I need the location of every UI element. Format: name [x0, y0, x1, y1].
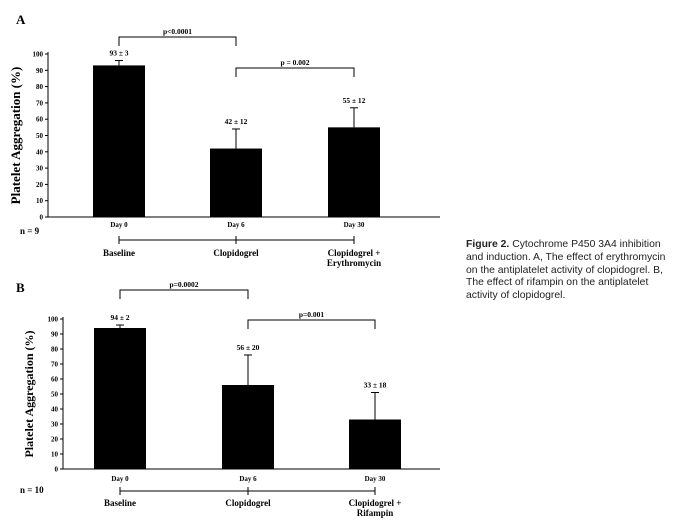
bar-day-30 — [328, 127, 380, 217]
y-tick-label: 0 — [54, 465, 58, 474]
data-label: 93 ± 3 — [109, 48, 129, 58]
caption-title: Figure 2. — [466, 239, 510, 250]
p-value-label: p<0.0001 — [162, 27, 193, 36]
y-tick-label: 40 — [36, 148, 43, 157]
bar-day-0 — [94, 328, 146, 469]
y-tick-label: 70 — [51, 360, 58, 369]
comparison-bracket — [236, 68, 354, 77]
caption-text: Cytochrome P450 3A4 inhibition and induction. A, The effect of erythromycin on the antiplatelet activity of clopidogrel. B, The effect of rifampin on the antiplatelet activity of clopidogrel. — [466, 239, 666, 302]
x-tick-label: Day 0 — [111, 475, 129, 483]
comparison-bracket — [120, 290, 248, 299]
y-tick-label: 90 — [36, 66, 43, 75]
y-axis-label: Platelet Aggregation (%) — [8, 66, 23, 205]
n-label: n = 9 — [20, 226, 40, 236]
bar-day-30 — [349, 420, 401, 470]
data-label: 55 ± 12 — [342, 95, 366, 105]
x-tick-label: Day 30 — [364, 475, 386, 483]
group-label: Clopidogrel + — [327, 248, 381, 258]
y-tick-label: 60 — [36, 115, 43, 124]
group-label: Baseline — [103, 498, 137, 508]
y-tick-label: 20 — [51, 435, 58, 444]
group-label: Erythromycin — [326, 258, 382, 268]
panel-label: B — [16, 280, 25, 295]
x-tick-label: Day 0 — [110, 221, 128, 229]
group-label: Clopidogrel — [213, 248, 259, 258]
chart-panel-a — [8, 12, 440, 268]
y-tick-label: 100 — [47, 315, 58, 324]
y-tick-label: 30 — [36, 164, 43, 173]
bar-day-6 — [222, 385, 274, 469]
y-tick-label: 70 — [36, 99, 43, 108]
x-tick-label: Day 30 — [343, 221, 365, 229]
y-tick-label: 50 — [36, 132, 43, 140]
y-tick-label: 20 — [36, 180, 43, 189]
data-label: 56 ± 20 — [236, 343, 260, 352]
y-tick-label: 90 — [51, 330, 58, 339]
group-label: Baseline — [102, 248, 136, 258]
data-label: 94 ± 2 — [110, 313, 130, 322]
p-value-label: p = 0.002 — [280, 58, 310, 67]
bar-day-0 — [93, 65, 145, 217]
group-label: Clopidogrel — [225, 498, 271, 508]
x-tick-label: Day 6 — [239, 475, 257, 483]
bar-day-6 — [210, 149, 262, 217]
comparison-bracket — [119, 37, 236, 46]
y-tick-label: 0 — [39, 213, 43, 222]
chart-panel-b — [16, 280, 440, 518]
y-tick-label: 10 — [36, 197, 43, 206]
y-tick-label: 60 — [51, 375, 58, 384]
n-label: n = 10 — [20, 485, 44, 495]
y-tick-label: 10 — [51, 450, 58, 459]
y-axis-label: Platelet Aggregation (%) — [22, 330, 36, 458]
y-tick-label: 50 — [51, 390, 58, 399]
p-value-label: p=0.001 — [298, 310, 325, 319]
y-tick-label: 30 — [51, 420, 58, 429]
p-value-label: p=0.0002 — [169, 280, 199, 289]
y-tick-label: 80 — [36, 83, 43, 92]
x-tick-label: Day 6 — [227, 221, 245, 229]
group-label: Rifampin — [356, 508, 394, 518]
y-tick-label: 80 — [51, 345, 58, 354]
figure-caption — [466, 239, 671, 303]
comparison-bracket — [248, 320, 375, 329]
data-label: 42 ± 12 — [224, 116, 248, 126]
y-tick-label: 100 — [32, 50, 43, 59]
group-label: Clopidogrel + — [348, 498, 402, 508]
panel-label: A — [16, 12, 26, 27]
data-label: 33 ± 18 — [363, 380, 387, 390]
y-tick-label: 40 — [51, 405, 58, 414]
